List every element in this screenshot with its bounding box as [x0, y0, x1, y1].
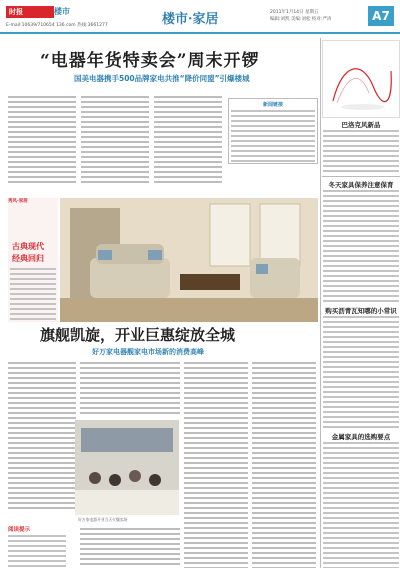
article-column-2: [81, 96, 149, 186]
right-title-1: 巴洛克风新品: [341, 121, 381, 129]
story2-column-2: [184, 362, 248, 568]
story2-column-5: [80, 528, 180, 568]
news-link-text: [231, 110, 315, 164]
header-contact: E-mail:10639/710654 136.com 热线:3661277: [6, 23, 108, 28]
reading-tips-box: [8, 525, 66, 569]
ad-name-line-2: 经典回归: [12, 253, 44, 263]
story2-column-1: [8, 362, 76, 512]
ad-name-line-1: 古典现代: [12, 241, 44, 251]
right-title-4: 金属家具的选购要点: [331, 433, 391, 441]
second-headline: 旗舰凯旋，开业巨惠绽放全城: [40, 326, 236, 344]
article-column-1: [8, 96, 76, 186]
editor-line: 编辑:刘凯 美编:刘松 校对:严涛: [270, 17, 332, 22]
second-subhead: 好万家电器舰家电市场新的消费高峰: [92, 348, 204, 356]
story2-column-3: [252, 362, 316, 568]
store-crowd-illustration: [75, 420, 179, 515]
column-divider: [320, 38, 321, 568]
reading-tips-text: [8, 535, 66, 569]
living-room-photo: [60, 198, 318, 322]
baroque-product-photo: [322, 40, 400, 118]
ad-text: [10, 268, 56, 320]
news-link-title: 新闻链接: [262, 102, 283, 108]
right-text-3: [323, 316, 399, 430]
section-title: 楼市·家居: [162, 12, 219, 27]
living-room-illustration: [60, 198, 318, 322]
right-title-2: 冬天家具保养注意保育: [328, 181, 394, 189]
news-link-box: [228, 98, 318, 164]
store-photo: [75, 420, 179, 515]
page-number-badge: A7: [368, 6, 394, 26]
newspaper-logo: 时报: [6, 6, 54, 18]
right-divider-1: [322, 176, 400, 177]
main-headline: “电器年货特卖会”周末开锣: [40, 51, 260, 71]
section-logo: 楼市: [54, 7, 70, 16]
page-header: [0, 0, 400, 34]
article-column-3: [154, 96, 222, 186]
baroque-furniture-illustration: [323, 41, 400, 119]
header-date: [270, 9, 331, 23]
main-subhead: 国美电器携手500品牌家电共推“降价同盟”引爆楼城: [74, 74, 250, 83]
ad-name: [12, 240, 44, 264]
reading-tips-title: 阅读提示: [8, 527, 31, 533]
right-text-2: [323, 190, 399, 302]
right-text-1: [323, 130, 399, 174]
right-title-3: 购买沥青瓦知哪的小常识: [325, 307, 397, 315]
store-photo-caption: 好万家电器开业当天火爆卖场: [78, 517, 128, 522]
story2-column-4: [80, 362, 180, 416]
date-line: 2011年1月14日 星期五: [270, 10, 319, 15]
ad-label: 秀风·家居: [8, 199, 28, 204]
right-text-4: [323, 442, 399, 568]
